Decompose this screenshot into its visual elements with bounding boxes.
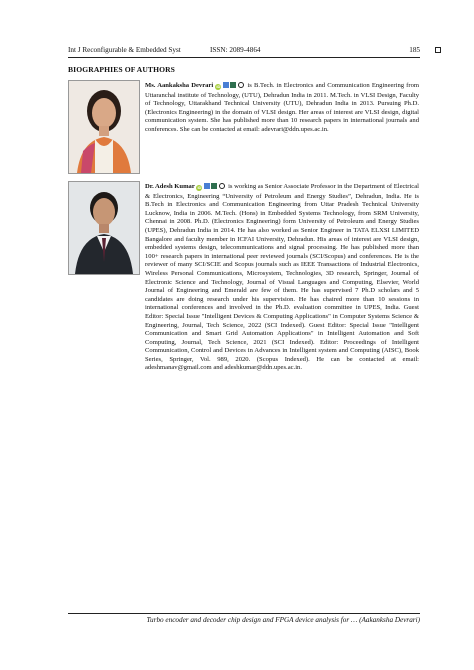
footer-divider [68,613,420,614]
author-bio-text-2: is working as Senior Associate Professor in the Department of Electrical & Electronics, Engineering “University of Petroleum and Energy Studies”, Dehradun, India. He is B.Tech in Electronics and Communication Engineering from Uttar Pradesh Technical University Lucknow, India in 2006. M.Tech. (Hons) in Embedded Systems Technology, from SRM University, Chennai in 2008. Ph.D. (Electronics Engineering) form University of Petroleum and Energy Studies (UPES), Dehradun India in 2014. He has also worked as Senior Engineer in TATA ELXSI LIMITED Bangalore and faculty member in ICFAI University, Dehradun. His areas of interest are VLSI design, embedded systems design, telecommunications and signal processing. He has published more than 100+ research papers in international peer reviewed journals (SCI/Scopus) and conferences. He is the reviewer of many SCI/SCIE and Scopus journals such as IEEE Transactions of Industrial Electronics, Wireless Personal Communications, Microsystem, Technologies, 3D research, Springer, Journal of Electronic Science and Technology, Journal of Visual Languages and Computing, Elsevier, World Journal of Engineering and Emerald are few of them. He has supervised 7 Ph.D scholars and 5 candidates are doing research under his supervision. He has chaired more than 10 sessions in international conferences and involved in the Ph.D. evaluation committee in UPES, India. Guest Editor: Special Issue "Intelligent Devices & Computing Applications" in Computer Systems Science & Engineering, Journal, Tech Science, 2022 (SCI Indexed). Guest Editor: Special Issue "Intelligent Communication and Smart Grid Automation Applications" in Intelligent Automation and Soft Computing, Journal, Tech Science, 2021 (SCI Indexed). Editor: Proceedings of Intelligent Communication, Control and Devices in Advances in Intelligent system and Computing (AISC), Book Series, Springer, Vol. 989, 2020. (Scopus Indexed). He can be contacted at email: adeshmanav@gmail.com and adeshkumar@ddn.upes.ac.in. [145,183,419,372]
scopus-icon[interactable] [238,82,244,88]
author-bio-1 [145,82,419,135]
orcid-icon[interactable]: iD [197,185,202,190]
author-photo-2 [68,181,140,275]
author-name-2: Dr. Adesh Kumar [145,183,195,190]
scopus-icon[interactable] [219,183,225,189]
journal-name: Int J Reconfigurable & Embedded Syst [68,46,181,54]
google-scholar-icon[interactable] [204,183,210,189]
section-title: BIOGRAPHIES OF AUTHORS [68,65,175,74]
issn: ISSN: 2089-4864 [210,46,261,54]
page-number: 185 [409,46,420,54]
running-footer: Turbo encoder and decoder chip design and FPGA device analysis for … (Aakanksha Devrari) [146,616,420,624]
author-photo-1 [68,80,140,174]
author-photo-1-image [69,81,139,173]
profile-icons-2 [196,183,226,193]
orcid-icon[interactable]: iD [216,84,221,89]
author-name-1: Ms. Aankaksha Devrari [145,82,214,89]
profile-icons-1 [215,82,245,92]
square-icon [435,47,441,53]
author-bio-text-1: is B.Tech. in Electronics and Communication Engineering from Uttaranchal institute of Technology, (UTU), Dehradun India in 2011. M.Tech. in VLSI Design, Faculty of Technology, Uttarakhand Technical University (UTU), Dehradun India in 2013. Pursuing Ph.D. (Electronics Engineering) in the domain of VLSI design. Her areas of interest are VLSI design, digital communication system. She has published more than 10 research papers in international journals and conferences. She can be contacted at email: adevrari@ddn.upes.ac.in. [145,82,419,133]
researchgate-icon[interactable] [211,183,217,189]
author-bio-2 [145,183,419,373]
author-photo-2-image [69,182,139,274]
google-scholar-icon[interactable] [223,82,229,88]
researchgate-icon[interactable] [230,82,236,88]
running-header [68,43,420,58]
